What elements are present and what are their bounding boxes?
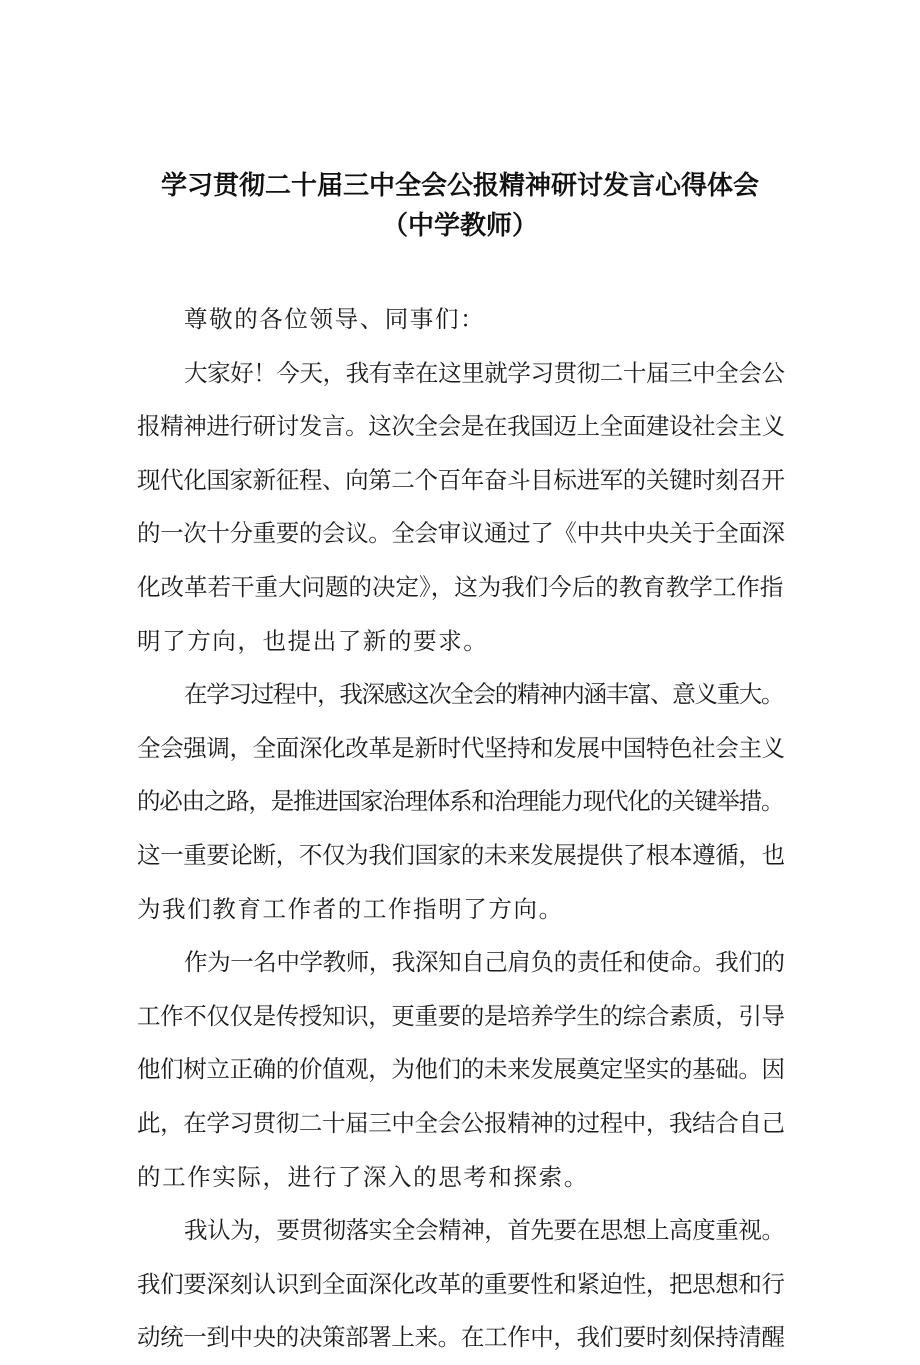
body-text-line: 我认为，要贯彻落实全会精神，首先要在思想上高度重视。 xyxy=(184,1216,785,1245)
document-body xyxy=(137,293,785,1365)
body-text-line: 尊敬的各位领导、同事们： xyxy=(184,305,486,333)
body-text-line: 的必由之路，是推进国家治理体系和治理能力现代化的关键举措。 xyxy=(137,787,784,816)
body-text-line: 此，在学习贯彻二十届三中全会公报精神的过程中，我结合自己 xyxy=(137,1108,785,1137)
body-text-line: 现代化国家新征程、向第二个百年奋斗目标进军的关键时刻召开 xyxy=(137,465,785,494)
document-subtitle: （中学教师） xyxy=(381,211,538,241)
body-text-line: 化改革若干重大问题的决定》，这为我们今后的教育教学工作指 xyxy=(137,572,784,601)
document-title: 学习贯彻二十届三中全会公报精神研讨发言心得体会 xyxy=(160,171,759,201)
body-text-line: 明了方向，也提出了新的要求。 xyxy=(137,626,489,655)
body-text-line: 作为一名中学教师，我深知自己肩负的责任和使命。我们的 xyxy=(184,948,785,977)
body-text-line: 动统一到中央的决策部署上来。在工作中，我们要时刻保持清醒 xyxy=(137,1323,785,1352)
body-text-line: 大家好！今天，我有幸在这里就学习贯彻二十届三中全会公 xyxy=(184,358,785,387)
body-text-line: 他们树立正确的价值观，为他们的未来发展奠定坚实的基础。因 xyxy=(137,1055,785,1084)
title-block xyxy=(0,166,920,246)
body-text-line: 的工作实际，进行了深入的思考和探索。 xyxy=(137,1162,589,1191)
body-text-line: 在学习过程中，我深感这次全会的精神内涵丰富、意义重大。 xyxy=(184,680,784,709)
body-text-line: 全会强调，全面深化改革是新时代坚持和发展中国特色社会主义 xyxy=(137,733,785,762)
body-text-line: 的一次十分重要的会议。全会审议通过了《中共中央关于全面深 xyxy=(137,519,785,548)
body-text-line: 我们要深刻认识到全面深化改革的重要性和紧迫性，把思想和行 xyxy=(137,1269,785,1298)
body-text-line: 为我们教育工作者的工作指明了方向。 xyxy=(137,894,564,923)
body-text-line: 工作不仅仅是传授知识，更重要的是培养学生的综合素质，引导 xyxy=(137,1001,785,1030)
body-text-line: 报精神进行研讨发言。这次全会是在我国迈上全面建设社会主义 xyxy=(137,412,785,441)
body-text-line: 这一重要论断，不仅为我们国家的未来发展提供了根本遵循，也 xyxy=(137,840,785,869)
